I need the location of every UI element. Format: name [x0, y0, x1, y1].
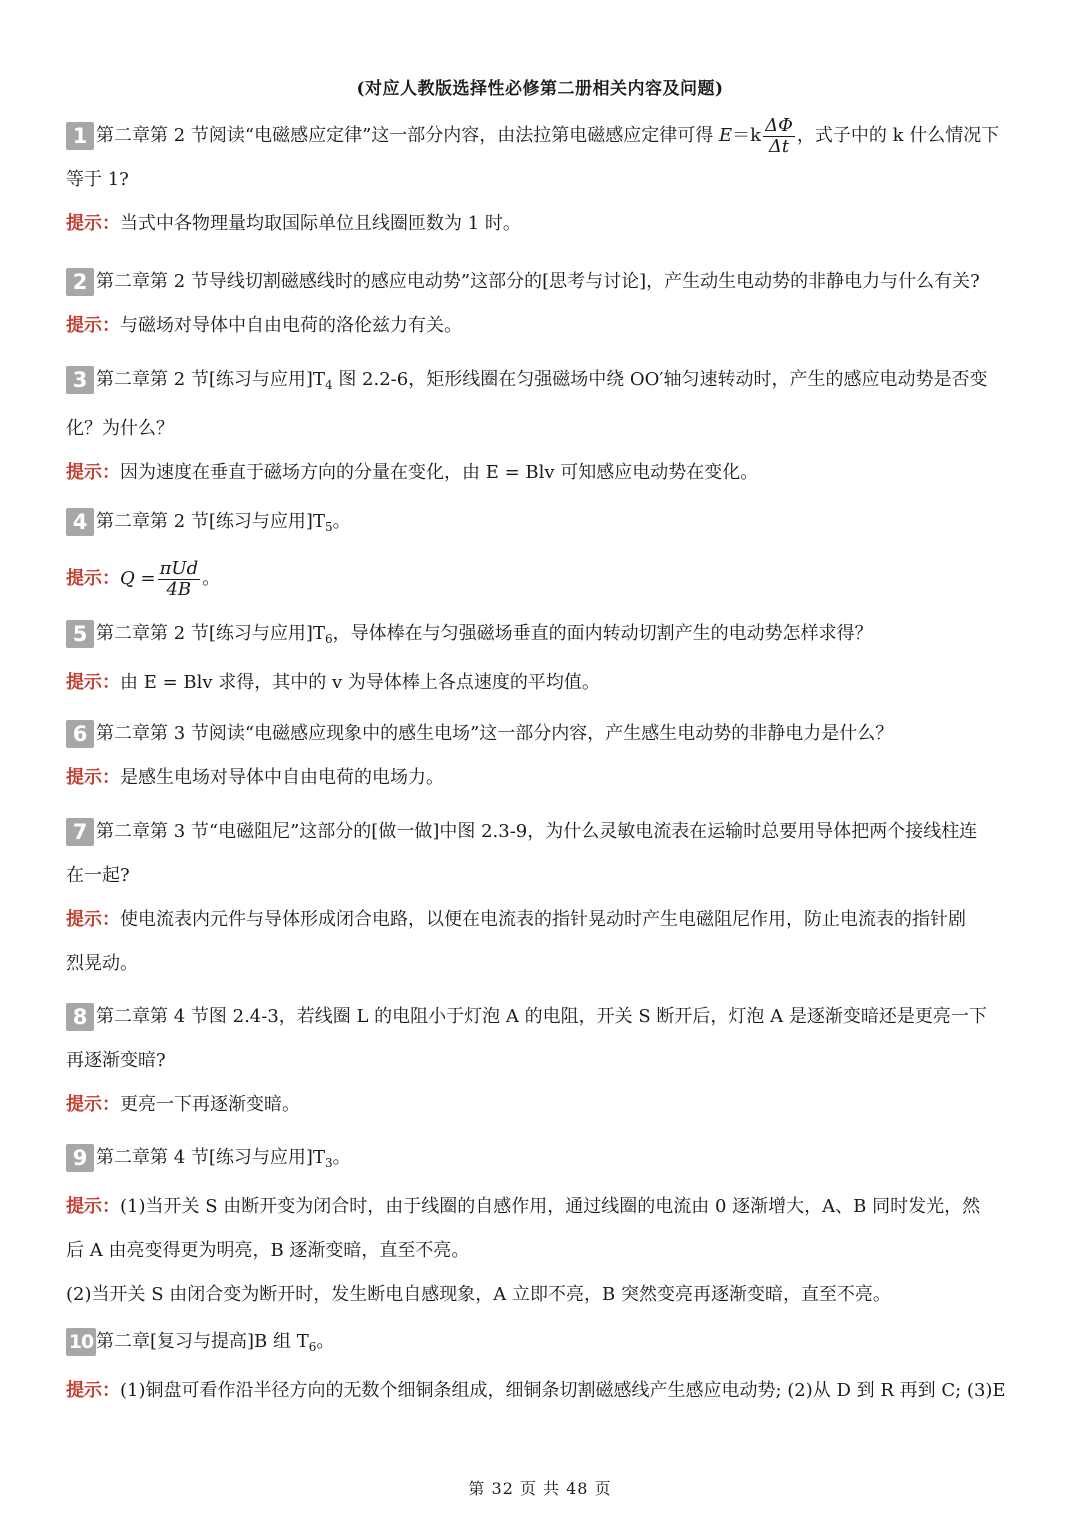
question-text-part: 。 — [332, 511, 351, 532]
question-number-badge: 6 — [66, 720, 94, 748]
question-continuation: 等于 1? — [66, 169, 129, 190]
hint-text: 更亮一下再逐渐变暗。 — [120, 1094, 300, 1115]
question-text-part: 第二章[复习与提高]B 组 T — [96, 1331, 309, 1352]
hint-line — [66, 202, 1016, 246]
hint-label: 提示： — [66, 315, 120, 336]
question-number-badge: 9 — [66, 1144, 94, 1172]
formula-symbol: ＝k — [732, 125, 762, 146]
question-text-part: 图 2.2-6，矩形线圈在匀强磁场中绕 OO′轴匀速转动时，产生的感应电动势是否变 — [332, 369, 988, 390]
question-text-part: 。 — [332, 1147, 351, 1168]
question-text — [66, 612, 1016, 661]
question-number-badge: 10 — [66, 1328, 96, 1356]
question-text — [66, 995, 1016, 1039]
question-item-10 — [66, 1320, 1016, 1413]
formula-fraction — [763, 116, 795, 157]
question-text — [66, 712, 1016, 756]
question-item-1 — [66, 114, 1016, 246]
subscript: 6 — [308, 1340, 317, 1354]
hint-continuation: 后 A 由亮变得更为明亮，B 逐渐变暗，直至不亮。 — [66, 1240, 470, 1261]
question-text-part: 第二章第 3 节阅读“电磁感应现象中的感生电场”这一部分内容，产生感生电动势的非静电力是什么？ — [96, 723, 894, 744]
question-text-part: 。 — [316, 1331, 335, 1352]
question-item-4 — [66, 500, 1016, 609]
hint-text: 当式中各物理量均取国际单位且线圈匝数为 1 时。 — [120, 213, 521, 234]
hint-text: (1)铜盘可看作沿半径方向的无数个细铜条组成，细铜条切割磁感线产生感应电动势; (2)从 D 到 R 再到 C; (3)E — [120, 1380, 1006, 1401]
hint-label: 提示： — [66, 568, 120, 589]
question-text — [66, 810, 1016, 854]
subscript: 4 — [324, 378, 333, 392]
hint-line — [66, 304, 1016, 348]
question-continuation: 再逐渐变暗? — [66, 1050, 166, 1071]
question-item-3 — [66, 358, 1016, 495]
hint-text: (1)当开关 S 由断开变为闭合时，由于线圈的自感作用，通过线圈的电流由 0 逐渐增大，A、B 同时发光，然 — [120, 1196, 981, 1217]
formula-symbol: E — [719, 125, 733, 146]
fraction-numerator: ΔΦ — [765, 114, 793, 136]
hint-line — [66, 549, 1016, 609]
question-text — [66, 114, 1016, 158]
hint-text: 因为速度在垂直于磁场方向的分量在变化，由 E = Blv 可知感应电动势在变化。 — [120, 462, 759, 483]
question-number-badge: 1 — [66, 122, 94, 150]
subscript: 6 — [324, 632, 333, 646]
hint-text: 。 — [202, 568, 221, 589]
subscript: 5 — [324, 520, 333, 534]
fraction-denominator: 4B — [166, 578, 192, 600]
subscript: 3 — [324, 1156, 333, 1170]
hint-label: 提示： — [66, 672, 120, 693]
question-continuation: 化？为什么？ — [66, 418, 174, 439]
question-text — [66, 500, 1016, 549]
question-text-part: 第二章第 2 节阅读“电磁感应定律”这一部分内容，由法拉第电磁感应定律可得 — [96, 125, 720, 146]
question-item-7 — [66, 810, 1016, 986]
hint-line — [66, 1369, 1016, 1413]
question-text-part: ，导体棒在与匀强磁场垂直的面内转动切割产生的电动势怎样求得？ — [332, 623, 873, 644]
question-number-badge: 4 — [66, 508, 94, 536]
hint-label: 提示： — [66, 1196, 120, 1217]
hint-label: 提示： — [66, 1094, 120, 1115]
question-item-2 — [66, 260, 1016, 348]
formula-symbol: Q = — [120, 568, 156, 589]
hint-continuation: (2)当开关 S 由闭合变为断开时，发生断电自感现象，A 立即不亮，B 突然变亮再逐渐变暗，直至不亮。 — [66, 1284, 891, 1305]
question-text-part: ，式子中的 k 什么情况下 — [796, 125, 1000, 146]
question-text-part: 第二章第 3 节“电磁阻尼”这部分的[做一做]中图 2.3-9，为什么灵敏电流表在运输时总要用导体把两个接线柱连 — [96, 821, 978, 842]
question-text — [66, 260, 1016, 304]
question-continuation: 在一起? — [66, 865, 130, 886]
question-number-badge: 7 — [66, 818, 94, 846]
question-item-9 — [66, 1136, 1016, 1317]
question-text-part: 第二章第 4 节[练习与应用]T — [96, 1147, 325, 1168]
question-text — [66, 1136, 1016, 1185]
question-number-badge: 8 — [66, 1003, 94, 1031]
hint-line — [66, 661, 1016, 705]
hint-text: 是感生电场对导体中自由电荷的电场力。 — [120, 767, 444, 788]
question-text-part: 第二章第 4 节图 2.4-3，若线圈 L 的电阻小于灯泡 A 的电阻，开关 S 断开后，灯泡 A 是逐渐变暗还是更亮一下 — [96, 1006, 987, 1027]
hint-label: 提示： — [66, 909, 120, 930]
hint-line — [66, 756, 1016, 800]
question-item-8 — [66, 995, 1016, 1127]
question-number-badge: 2 — [66, 268, 94, 296]
question-number-badge: 5 — [66, 620, 94, 648]
hint-text: 与磁场对导体中自由电荷的洛伦兹力有关。 — [120, 315, 462, 336]
question-item-5 — [66, 612, 1016, 705]
page-footer: 第 32 页 共 48 页 — [468, 1479, 612, 1498]
question-text — [66, 1320, 1016, 1369]
page-header: (对应人教版选择性必修第二册相关内容及问题) — [356, 79, 724, 99]
question-number-badge: 3 — [66, 366, 94, 394]
hint-label: 提示： — [66, 767, 120, 788]
question-text-part: 第二章第 2 节[练习与应用]T — [96, 511, 325, 532]
question-text-part: 第二章第 2 节导线切割磁感线时的感应电动势”这部分的[思考与讨论]，产生动生电动势的非静电力与什么有关? — [96, 271, 980, 292]
hint-text: 由 E = Blv 求得，其中的 v 为导体棒上各点速度的平均值。 — [120, 672, 600, 693]
hint-line — [66, 451, 1016, 495]
formula-fraction — [158, 559, 201, 600]
hint-label: 提示： — [66, 462, 120, 483]
question-text — [66, 358, 1016, 407]
question-text-part: 第二章第 2 节[练习与应用]T — [96, 623, 325, 644]
hint-continuation: 烈晃动。 — [66, 953, 138, 974]
fraction-numerator: πUd — [159, 557, 199, 579]
hint-text: 使电流表内元件与导体形成闭合电路，以便在电流表的指针晃动时产生电磁阻尼作用，防止电流表的指针剧 — [120, 909, 966, 930]
hint-line — [66, 898, 1016, 942]
hint-line — [66, 1185, 1016, 1229]
question-item-6 — [66, 712, 1016, 800]
hint-line — [66, 1083, 1016, 1127]
fraction-denominator: Δt — [768, 135, 790, 157]
hint-label: 提示： — [66, 213, 120, 234]
hint-label: 提示： — [66, 1380, 120, 1401]
question-text-part: 第二章第 2 节[练习与应用]T — [96, 369, 325, 390]
